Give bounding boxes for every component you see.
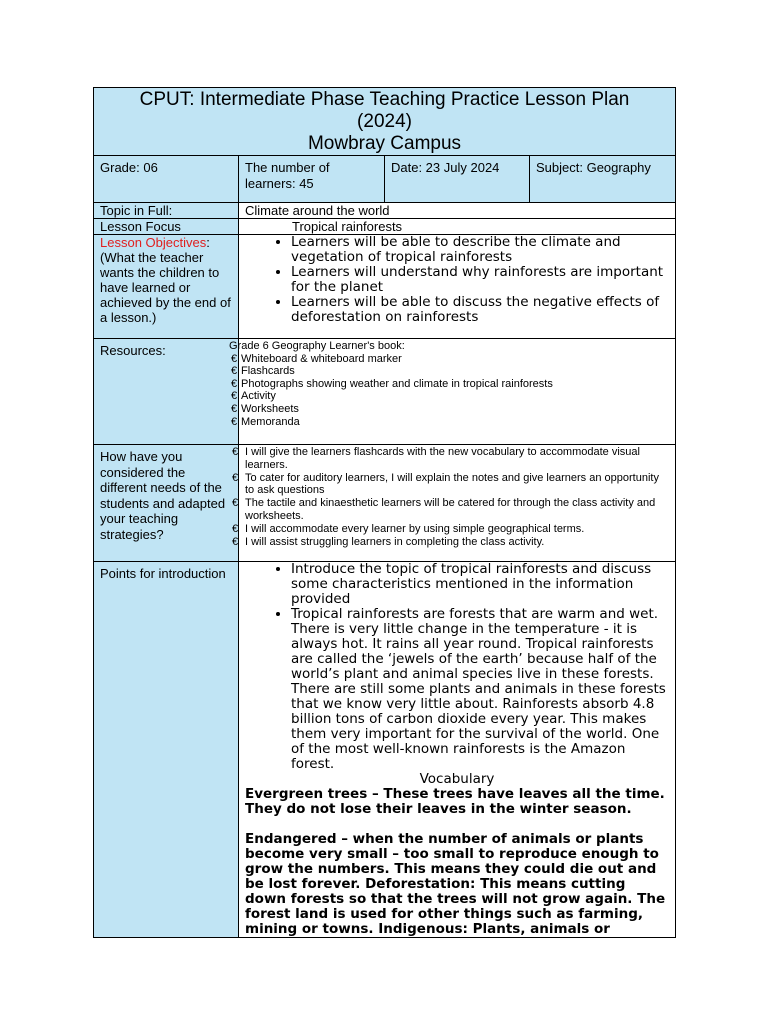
needs-item: € I will accommodate every learner by using simple geographical terms. [232,522,585,535]
bullet-icon: € [231,377,238,390]
vocabulary-paragraph: Evergreen trees – These trees have leaves all the time. They do not lose their leaves in the winter season. [245,786,665,817]
needs-list-cell [232,445,676,562]
objectives-label [94,235,239,339]
introduction-list [245,562,669,772]
objectives-label-red: Lesson Objectives [100,235,207,250]
focus-value: Tropical rainforests [239,219,676,235]
grade-cell: Grade: 06 [94,156,239,203]
page-title [94,88,676,156]
vocabulary-paragraph: Endangered – when the number of animals or plants become very small – too small to reproduce enough to grow the numbers. This means they could die out and be lost forever. Deforestation: This means cutting down forests so that the trees will not grow again. The forest land is used for other things such as farming, mining or towns. Indigenous: Plants, animals or [245,831,666,937]
objectives-label-desc: (What the teacher wants the children to have learned or achieved by the end of a lesson.) [100,250,231,325]
topic-label: Topic in Full: [94,203,239,219]
introduction-item: • Tropical rainforests are forests that are warm and wet. There is very little change in the temperature - it is always hot. It rains all year round. Tropical rainforests are called the ‘jewels of the earth’ because half of the world’s plant and animal species live in these forests. There are still some plants and animals in these forests that we know very little about. Rainforests absorb 4.8 billion tons of carbon dioxide every year. This makes them very important for the survival of the world. One of the most well-known rainforests is the Amazon forest. [291,607,669,772]
introduction-item: • Introduce the topic of tropical rainforests and discuss some characteristics mentioned in the information provided [291,562,669,607]
needs-label: How have you considered the different needs of the students and adapted your teaching strategies? [94,445,239,562]
objectives-list [239,235,675,325]
lesson-plan-table [93,87,676,938]
bullet-icon: € [232,535,239,548]
objective-item: • Learners will understand why rainforests are important for the planet [291,265,675,295]
resource-item: € Whiteboard & whiteboard marker [231,352,402,365]
needs-item: € To cater for auditory learners, I will explain the notes and give learners an opportunity to ask questions [232,471,659,497]
resource-item: € Flashcards [231,365,295,378]
needs-row [94,445,676,562]
focus-label: Lesson Focus [94,219,239,235]
bullet-icon: € [231,352,238,365]
vocabulary-heading: Vocabulary [419,771,495,787]
subject-cell: Subject: Geography [530,156,676,203]
objectives-row [94,235,676,339]
resource-item: € Worksheets [231,402,299,415]
topic-row [94,203,676,219]
spacer [245,817,669,832]
objective-item: • Learners will be able to describe the climate and vegetation of tropical rainforests [291,235,675,265]
resources-list-cell [229,339,676,445]
introduction-label: Points for introduction [94,562,239,938]
resource-item: € Activity [231,390,276,403]
title-line-3: Mowbray Campus [307,133,462,154]
date-cell: Date: 23 July 2024 [385,156,530,203]
resource-item: € Memoranda [231,415,300,428]
resources-label: Resources: [94,339,239,445]
objectives-label-colon: : [206,235,210,250]
bullet-icon: € [232,471,239,484]
learners-cell: The number of learners: 45 [239,156,385,203]
needs-item: € I will assist struggling learners in completing the class activity. [232,535,545,548]
bullet-icon: € [232,497,239,510]
info-row [94,156,676,203]
resources-row [94,339,676,445]
title-line-2: (2024) [357,111,412,132]
resource-item: € Photographs showing weather and climate in tropical rainforests [231,377,553,390]
objectives-list-cell [239,235,676,339]
bullet-icon: € [231,415,238,428]
bullet-icon: € [231,390,238,403]
bullet-icon: € [231,402,238,415]
bullet-icon: € [232,446,239,458]
needs-item: € I will give the learners flashcards with the new vocabulary to accommodate visual learners. [232,446,640,471]
introduction-cell [239,562,676,938]
introduction-row [94,562,676,938]
title-row [94,88,676,156]
objective-item: • Learners will be able to discuss the negative effects of deforestation on rainforests [291,295,675,325]
bullet-icon: € [231,365,238,378]
resources-heading: Grade 6 Geography Learner's book: [229,340,405,352]
title-line-1: CPUT: Intermediate Phase Teaching Practice Lesson Plan [139,89,630,110]
focus-row [94,219,676,235]
topic-value: Climate around the world [239,203,676,219]
needs-item: € The tactile and kinaesthetic learners will be catered for through the class activity and worksheets. [232,497,656,522]
bullet-icon: € [232,522,239,535]
